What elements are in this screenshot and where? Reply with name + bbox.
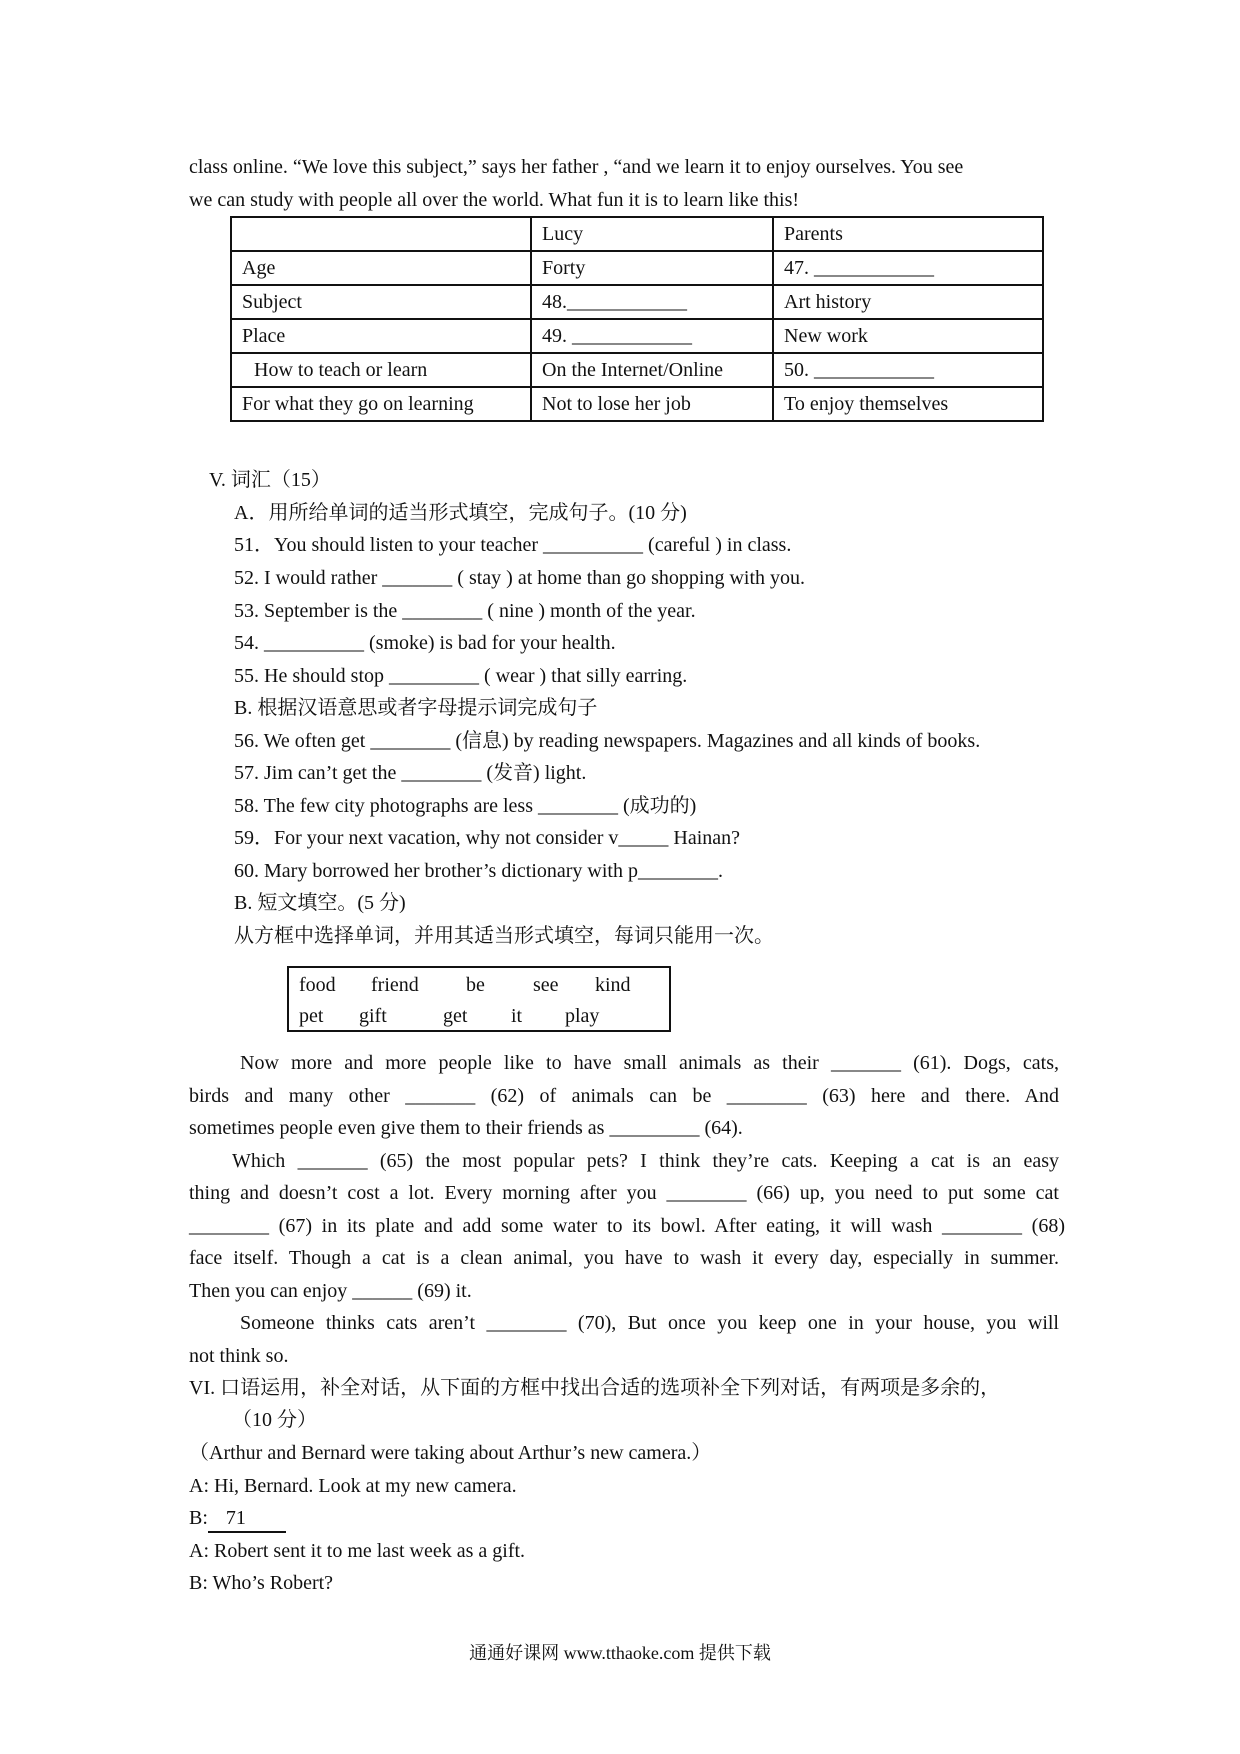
table-cell: Art history: [773, 285, 1043, 319]
table-cell: 49. ____________: [531, 319, 773, 353]
table-row: [231, 285, 1043, 319]
passage-line: not think so.: [189, 1345, 289, 1367]
word-option: it: [511, 1005, 523, 1027]
word-option: gift: [359, 1005, 387, 1027]
table-cell: 50. ____________: [773, 353, 1043, 387]
table-cell: On the Internet/Online: [531, 353, 773, 387]
part-a-heading: A．用所给单词的适当形式填空，完成句子。(10 分): [234, 502, 687, 524]
table-cell: Not to lose her job: [531, 387, 773, 421]
table-cell: Forty: [531, 251, 773, 285]
question-58: 58. The few city photographs are less ________ (成功的): [234, 795, 697, 817]
question-51: 51．You should listen to your teacher __________ (careful ) in class.: [234, 534, 792, 556]
dialogue-line-a1: A: Hi, Bernard. Look at my new camera.: [189, 1475, 517, 1497]
question-56: 56. We often get ________ (信息) by reading newspapers. Magazines and all kinds of books.: [234, 730, 981, 752]
dialogue-line-a2: A: Robert sent it to me last week as a gift.: [189, 1540, 526, 1562]
table-cell: New work: [773, 319, 1043, 353]
word-option: pet: [299, 1005, 324, 1027]
word-option: get: [443, 1005, 468, 1027]
speaker-label: B:: [189, 1507, 208, 1529]
question-52: 52. I would rather _______ ( stay ) at home than go shopping with you.: [234, 567, 806, 589]
question-55: 55. He should stop _________ ( wear ) that silly earring.: [234, 665, 688, 687]
passage-line: Someone thinks cats aren’t ________ (70), But once you keep one in your house, you will: [240, 1312, 1059, 1334]
table-cell: Subject: [231, 285, 531, 319]
word-option: play: [565, 1005, 600, 1027]
word-option: kind: [595, 974, 631, 996]
word-box-instruction: 从方框中选择单词，并用其适当形式填空，每词只能用一次。: [234, 925, 774, 947]
table-cell: Age: [231, 251, 531, 285]
table-cell: Parents: [773, 217, 1043, 251]
question-60: 60. Mary borrowed her brother’s dictionary with p________.: [234, 860, 723, 882]
table-cell: 48.____________: [531, 285, 773, 319]
passage-line: sometimes people even give them to their friends as _________ (64).: [189, 1117, 743, 1139]
part-b2-heading: B. 短文填空。(5 分): [234, 892, 406, 914]
passage-line: ________ (67) in its plate and add some water to its bowl. After eating, it will wash ________ (68): [189, 1215, 1065, 1237]
section-6-title: VI. 口语运用，补全对话，从下面的方框中找出合适的选项补全下列对话，有两项是多余的，: [189, 1377, 1001, 1399]
section-6-score: （10 分）: [232, 1409, 317, 1431]
passage-line: Which _______ (65) the most popular pets? I think they’re cats. Keeping a cat is an easy: [232, 1150, 1059, 1172]
passage-line: birds and many other _______ (62) of animals can be ________ (63) here and there. And: [189, 1085, 1059, 1107]
answer-blank-71: 71: [208, 1505, 286, 1533]
table-cell: [231, 217, 531, 251]
table-row: [231, 353, 1043, 387]
part-b-heading: B. 根据汉语意思或者字母提示词完成句子: [234, 697, 598, 719]
page-footer: 通通好课网 www.tthaoke.com 提供下载: [469, 1643, 771, 1663]
passage-line: Then you can enjoy ______ (69) it.: [189, 1280, 472, 1302]
table-cell: How to teach or learn: [231, 353, 531, 387]
table-row: [231, 251, 1043, 285]
intro-line-2: we can study with people all over the world. What fun it is to learn like this!: [189, 189, 800, 211]
word-option: see: [533, 974, 559, 996]
comparison-table: [230, 216, 1044, 422]
table-row: [231, 319, 1043, 353]
table-row: [231, 387, 1043, 421]
dialogue-context: （Arthur and Bernard were taking about Arthur’s new camera.）: [189, 1442, 712, 1464]
passage-line: thing and doesn’t cost a lot. Every morning after you ________ (66) up, you need to put some cat: [189, 1182, 1059, 1204]
table-cell: For what they go on learning: [231, 387, 531, 421]
table-cell: 47. ____________: [773, 251, 1043, 285]
question-57: 57. Jim can’t get the ________ (发音) light.: [234, 762, 587, 784]
table-cell: Lucy: [531, 217, 773, 251]
question-53: 53. September is the ________ ( nine ) month of the year.: [234, 600, 696, 622]
dialogue-line-b2: B: Who’s Robert?: [189, 1572, 334, 1594]
word-option: friend: [371, 974, 419, 996]
section-5-title: V. 词汇（15）: [209, 469, 331, 491]
passage-line: Now more and more people like to have small animals as their _______ (61). Dogs, cats,: [240, 1052, 1059, 1074]
table-cell: To enjoy themselves: [773, 387, 1043, 421]
question-54: 54. __________ (smoke) is bad for your health.: [234, 632, 616, 654]
passage-line: face itself. Though a cat is a clean animal, you have to wash it every day, especially in summer.: [189, 1247, 1059, 1269]
dialogue-line-b1: [189, 1505, 286, 1533]
word-box: [287, 966, 671, 1032]
intro-line-1: class online. “We love this subject,” says her father , “and we learn it to enjoy ourselves. You see: [189, 156, 964, 178]
table-cell: Place: [231, 319, 531, 353]
question-59: 59．For your next vacation, why not consider v_____ Hainan?: [234, 827, 741, 849]
word-option: food: [299, 974, 336, 996]
word-option: be: [466, 974, 485, 996]
table-header-row: [231, 217, 1043, 251]
